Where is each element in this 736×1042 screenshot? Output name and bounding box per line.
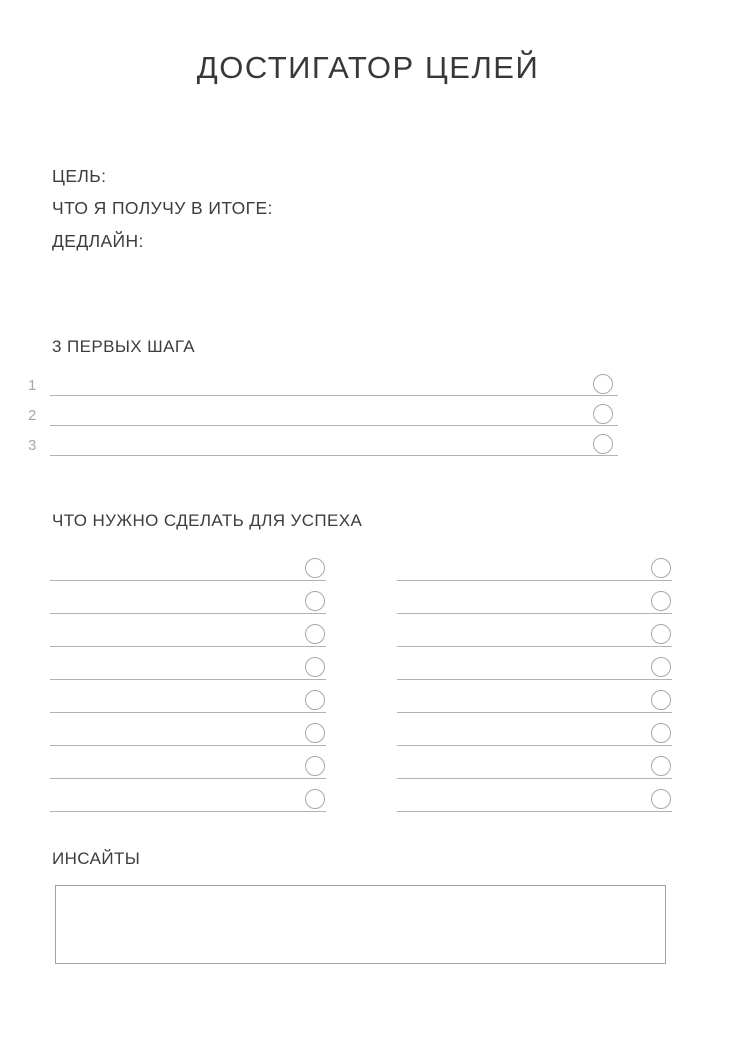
checklist-write-line[interactable] [50, 746, 326, 779]
checkbox-circle[interactable] [651, 756, 671, 776]
checklist-write-line[interactable] [397, 746, 672, 779]
checkbox-circle[interactable] [305, 657, 325, 677]
checkbox-circle[interactable] [305, 789, 325, 809]
first-step-row [28, 396, 618, 426]
checkbox-circle[interactable] [305, 690, 325, 710]
field-outcome [52, 193, 684, 226]
checkbox-circle[interactable] [651, 723, 671, 743]
success-checklist-left-column [50, 548, 326, 812]
checkbox-circle[interactable] [651, 591, 671, 611]
success-checklist-right-column [397, 548, 672, 812]
field-outcome-label: ЧТО Я ПОЛУЧУ В ИТОГЕ: [52, 198, 273, 219]
checkbox-circle[interactable] [593, 374, 613, 394]
checkbox-circle[interactable] [305, 558, 325, 578]
checklist-write-line[interactable] [397, 713, 672, 746]
step-number: 3 [28, 437, 37, 454]
checkbox-circle[interactable] [651, 789, 671, 809]
checklist-row [50, 680, 326, 713]
field-outcome-value[interactable] [281, 199, 684, 219]
checklist-row [397, 548, 672, 581]
success-checklist-heading: ЧТО НУЖНО СДЕЛАТЬ ДЛЯ УСПЕХА [52, 511, 363, 530]
first-steps-list [28, 366, 618, 456]
checklist-row [50, 614, 326, 647]
field-deadline-value[interactable] [152, 231, 684, 251]
checkbox-circle[interactable] [305, 624, 325, 644]
checklist-write-line[interactable] [50, 548, 326, 581]
step-write-line[interactable] [50, 426, 618, 456]
checkbox-circle[interactable] [305, 723, 325, 743]
page-title: ДОСТИГАТОР ЦЕЛЕЙ [196, 50, 540, 85]
checklist-write-line[interactable] [397, 548, 672, 581]
step-number: 2 [28, 407, 37, 424]
goal-fields [52, 160, 684, 258]
checklist-write-line[interactable] [50, 779, 326, 812]
checklist-row [397, 614, 672, 647]
field-deadline-label: ДЕДЛАЙН: [52, 230, 144, 251]
checklist-row [50, 548, 326, 581]
field-goal [52, 160, 684, 193]
checklist-row [397, 680, 672, 713]
checkbox-circle[interactable] [593, 404, 613, 424]
checklist-write-line[interactable] [50, 713, 326, 746]
checklist-write-line[interactable] [397, 647, 672, 680]
insights-heading: ИНСАЙТЫ [52, 849, 141, 868]
checklist-row [50, 647, 326, 680]
checklist-write-line[interactable] [397, 581, 672, 614]
checklist-row [50, 779, 326, 812]
checkbox-circle[interactable] [305, 756, 325, 776]
checklist-write-line[interactable] [397, 614, 672, 647]
checkbox-circle[interactable] [593, 434, 613, 454]
checklist-row [397, 581, 672, 614]
checkbox-circle[interactable] [651, 690, 671, 710]
checkbox-circle[interactable] [651, 657, 671, 677]
checklist-write-line[interactable] [50, 581, 326, 614]
checkbox-circle[interactable] [651, 558, 671, 578]
checklist-row [50, 746, 326, 779]
first-step-row [28, 366, 618, 396]
checklist-write-line[interactable] [50, 614, 326, 647]
checkbox-circle[interactable] [651, 624, 671, 644]
success-checklist [50, 548, 672, 812]
checklist-write-line[interactable] [50, 647, 326, 680]
checklist-write-line[interactable] [397, 680, 672, 713]
step-write-line[interactable] [50, 396, 618, 426]
first-step-row [28, 426, 618, 456]
step-write-line[interactable] [50, 366, 618, 396]
checkbox-circle[interactable] [305, 591, 325, 611]
checklist-write-line[interactable] [50, 680, 326, 713]
checklist-row [397, 647, 672, 680]
checklist-row [397, 779, 672, 812]
checklist-row [50, 713, 326, 746]
checklist-row [397, 746, 672, 779]
field-goal-label: ЦЕЛЬ: [52, 165, 107, 186]
checklist-row [50, 581, 326, 614]
step-number: 1 [28, 377, 37, 394]
checklist-write-line[interactable] [397, 779, 672, 812]
checklist-row [397, 713, 672, 746]
first-steps-heading: 3 ПЕРВЫХ ШАГА [52, 337, 196, 356]
field-goal-value[interactable] [114, 166, 684, 186]
field-deadline [52, 225, 684, 258]
insights-box[interactable] [55, 885, 666, 964]
